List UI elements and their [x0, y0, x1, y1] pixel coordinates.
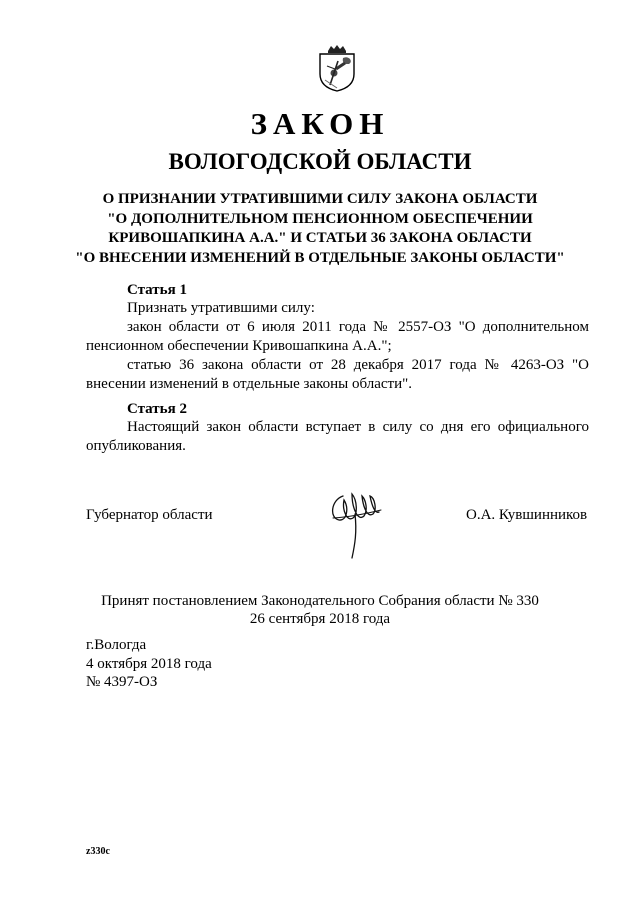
signing-date: 4 октября 2018 года — [86, 656, 212, 672]
article-1-heading: Статья 1 — [127, 282, 187, 298]
governor-position: Губернатор области — [86, 507, 213, 523]
footer-code: z330c — [86, 846, 110, 857]
place-of-signing: г.Вологда — [86, 637, 147, 653]
handwritten-signature — [325, 484, 385, 562]
subject-line: "О ДОПОЛНИТЕЛЬНОМ ПЕНСИОННОМ ОБЕСПЕЧЕНИИ — [107, 210, 533, 227]
subject-line: О ПРИЗНАНИИ УТРАТИВШИМИ СИЛУ ЗАКОНА ОБЛАСТИ — [102, 191, 538, 207]
subject-line: "О ВНЕСЕНИИ ИЗМЕНЕНИЙ В ОТДЕЛЬНЫЕ ЗАКОНЫ ОБЛАСТИ" — [75, 249, 565, 266]
coat-of-arms-emblem — [316, 44, 358, 92]
adoption-line: Принят постановлением Законодательного Собрания области № 330 — [101, 593, 539, 609]
law-number: № 4397-ОЗ — [86, 674, 158, 690]
article-1-item-2: статью 36 закона области от 28 декабря 2017 года № 4263-ОЗ "О внесении изменений в отдельные законы области". — [86, 357, 589, 392]
law-subject — [60, 190, 580, 268]
article-1-intro: Признать утратившими силу: — [127, 300, 315, 316]
governor-name: О.А. Кувшинников — [466, 507, 588, 523]
article-2-text: Настоящий закон области вступает в силу со дня его официального опубликования. — [86, 419, 589, 454]
article-2-heading: Статья 2 — [127, 401, 187, 417]
subject-line: КРИВОШАПКИНА А.А." И СТАТЬИ 36 ЗАКОНА ОБЛАСТИ — [108, 230, 532, 246]
adoption-date: 26 сентября 2018 года — [249, 611, 391, 627]
document-title: ЗАКОН — [250, 106, 390, 141]
region-title: ВОЛОГОДСКОЙ ОБЛАСТИ — [168, 149, 472, 174]
article-1-item-1: закон области от 6 июля 2011 года № 2557-ОЗ "О дополнительном пенсионном обеспечении Кривошапкина А.А."; — [86, 319, 589, 354]
